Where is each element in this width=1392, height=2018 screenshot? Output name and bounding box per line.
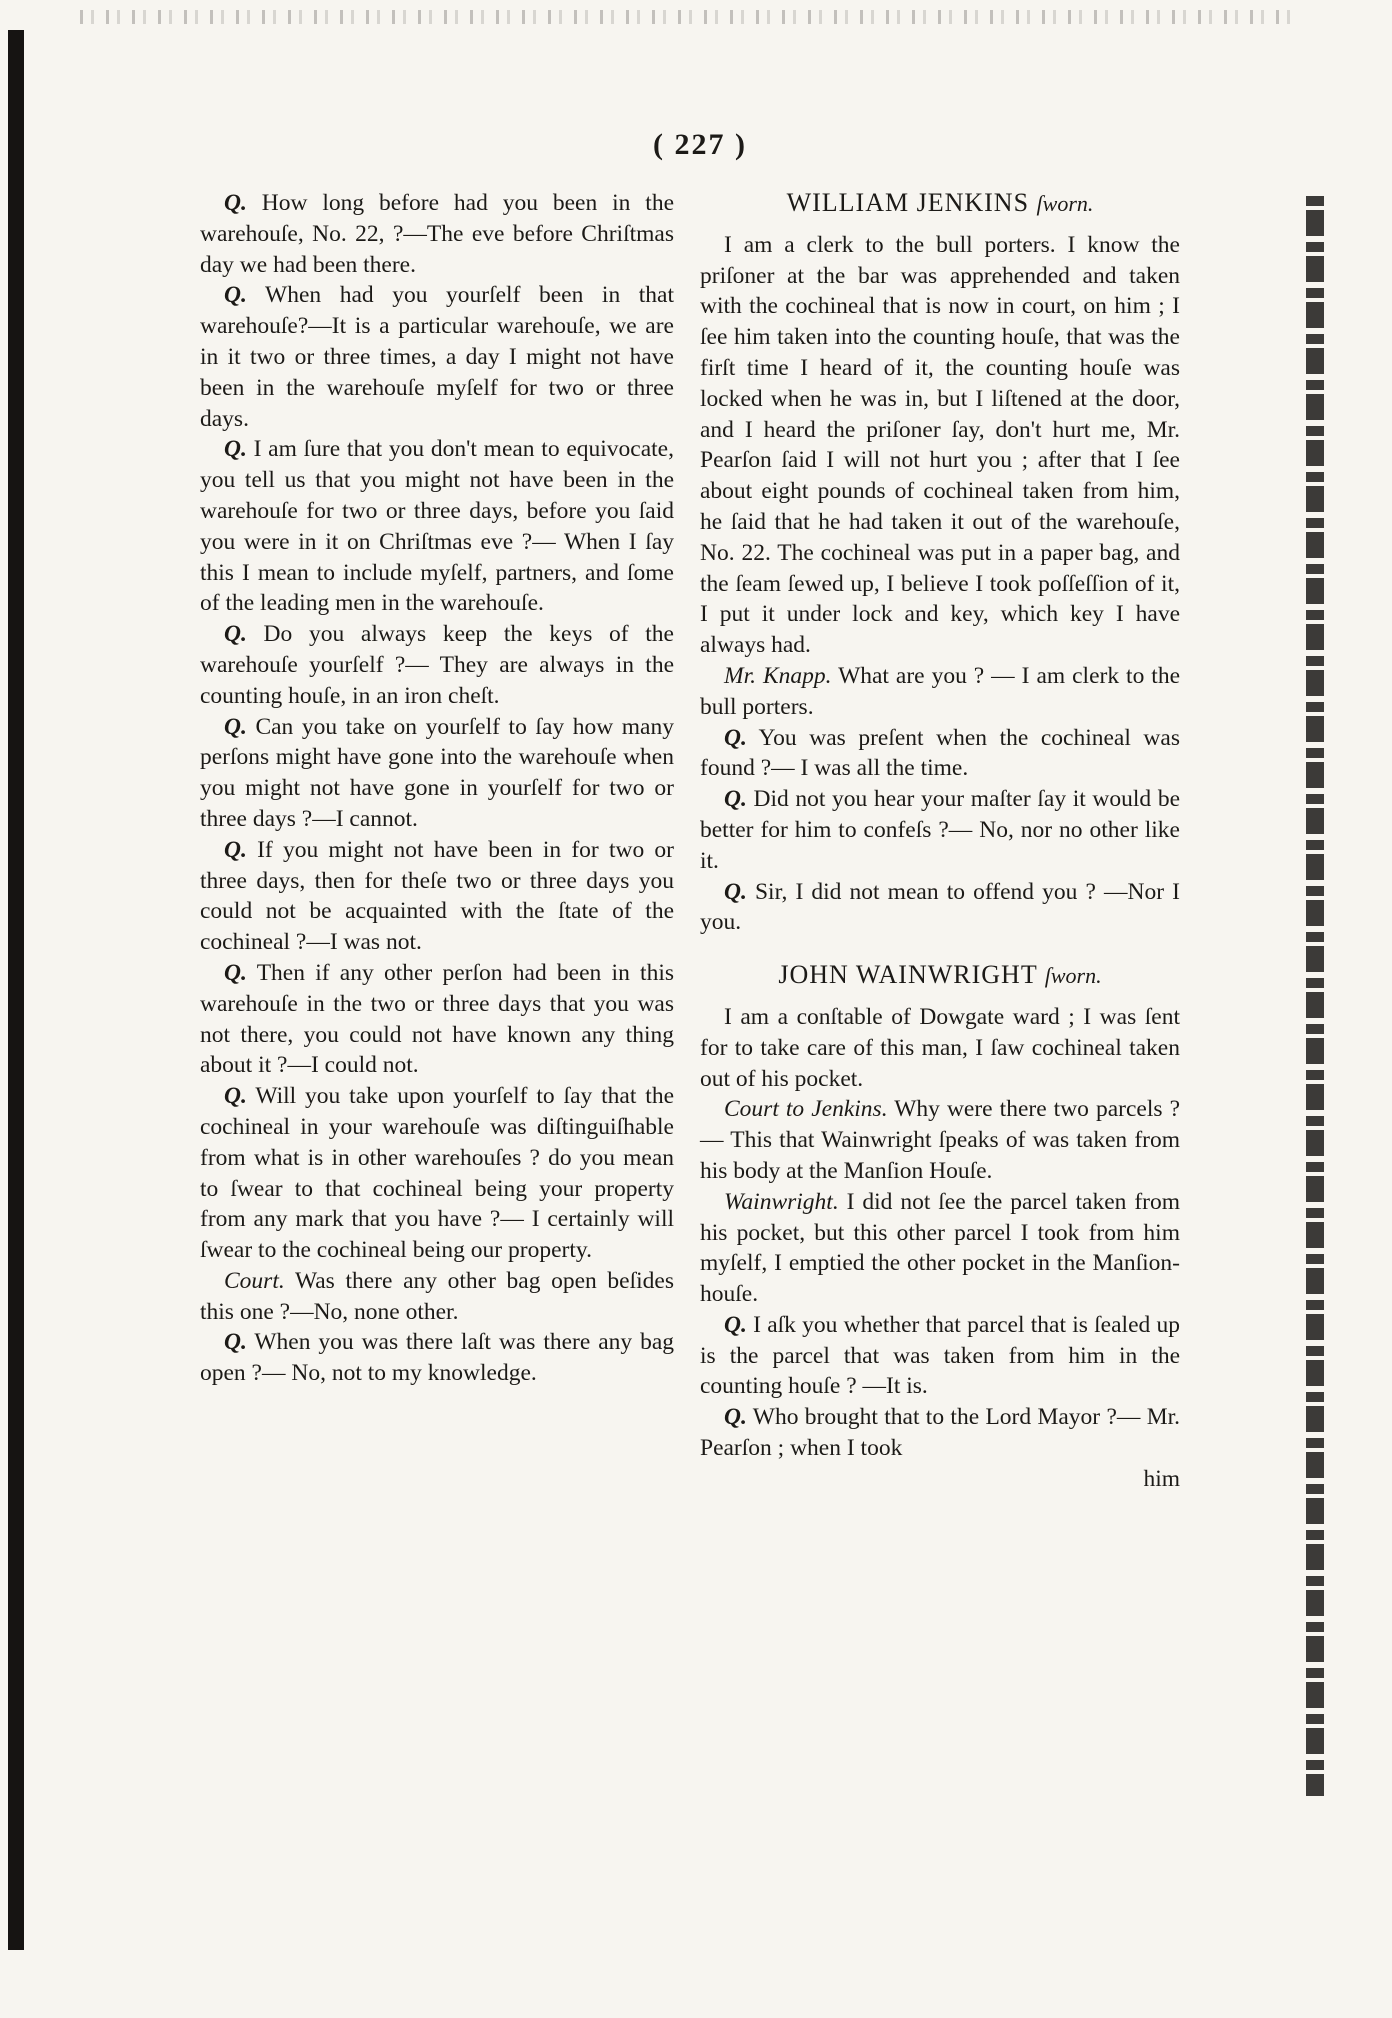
testimony-paragraph: Wainwright. I did not ſee the parcel taken from his pocket, but this other parcel I took from him myſelf, I emptied the other pocket in the Manſion-houſe. (700, 1188, 1181, 1308)
testimony-paragraph: Q. Did not you hear your maſter ſay it would be better for him to confeſs ?— No, nor no other like it. (700, 786, 1181, 874)
witness-heading: WILLIAM JENKINS ſworn. (786, 188, 1094, 217)
testimony-paragraph: Q. I am ſure that you don't mean to equivocate, you tell us that you might not have been in the warehouſe for two or three days, before you ſaid you were in it on Chriſtmas eve ?— When I ſay this I mean to include myſelf, partners, and ſome of the leading men in the warehouſe. (200, 436, 674, 617)
testimony-paragraph: Q. Do you always keep the keys of the warehouſe yourſelf ?— They are always in the counting houſe, in an iron cheſt. (200, 621, 674, 709)
page-edge-marks (1306, 196, 1324, 1796)
testimony-paragraph: Q. How long before had you been in the warehouſe, No. 22, ?—The eve before Chriſtmas day we had been there. (200, 190, 674, 278)
testimony-paragraph: Mr. Knapp. What are you ? — I am clerk to the bull porters. (700, 662, 1181, 720)
testimony-paragraph: I am a conſtable of Dowgate ward ; I was ſent for to take care of this man, I ſaw cochineal taken out of his pocket. (700, 1003, 1180, 1092)
testimony-paragraph: Q. Can you take on yourſelf to ſay how many perſons might have gone into the warehouſe when you might not have gone in yourſelf for two or three days ?—I cannot. (200, 713, 674, 832)
testimony-paragraph: I am a clerk to the bull porters. I know the priſoner at the bar was apprehended and taken with the cochineal that is now in court, on him ; I ſee him taken into the counting houſe, that was the firſt time I heard of it, the counting houſe was locked when he was in, but I liſtened at the door, and I heard the priſoner ſay, don't hurt me, Mr. Pearſon ſaid I will not hurt you ; after that I ſee about eight pounds of cochineal taken from him, he ſaid that he had taken it out of the warehouſe, No. 22. The cochineal was put in a paper bag, and the ſeam ſewed up, I believe I took poſſeſſion of it, I put it under lock and key, which key I have always had. (700, 231, 1180, 659)
left-column (200, 188, 674, 1389)
section-gap (700, 938, 1180, 960)
testimony-paragraph: Q. You was preſent when the cochineal was found ?— I was all the time. (700, 724, 1180, 782)
right-column (700, 188, 1180, 1495)
testimony-paragraph: Q. Then if any other perſon had been in this warehouſe in the two or three days that you was not there, you could not have known any thing about it ?—I could not. (200, 959, 675, 1079)
binding-spine (8, 30, 24, 1950)
testimony-paragraph: Q. When had you yourſelf been in that warehouſe?—It is a particular warehouſe, we are in it two or three times, a day I might not have been in the warehouſe myſelf for two or three days. (200, 282, 675, 432)
witness-heading: JOHN WAINWRIGHT ſworn. (778, 960, 1102, 990)
testimony-paragraph: Q. When you was there laſt was there any bag open ?— No, not to my knowledge. (200, 1329, 674, 1387)
testimony-paragraph: Q. Who brought that to the Lord Mayor ?— Mr. Pearſon ; when I took (700, 1404, 1181, 1462)
testimony-paragraph: Q. Sir, I did not mean to offend you ? —Nor I you. (700, 878, 1181, 936)
catchword: him (1143, 1465, 1180, 1492)
testimony-paragraph: Q. If you might not have been in for two or three days, then for theſe two or three days you could not be acquainted with the ſtate of the cochineal ?—I was not. (200, 836, 675, 956)
testimony-paragraph: Court. Was there any other bag open beſides this one ?—No, none other. (200, 1267, 675, 1325)
testimony-paragraph: Q. Will you take upon yourſelf to ſay that the cochineal in your warehouſe was diſtinguiſhable from what is in other warehouſes ? do you mean to ſwear to that cochineal being your property from any mark that you have ?— I certainly will ſwear to the cochineal being our property. (200, 1083, 674, 1264)
page-number: ( 227 ) (653, 128, 747, 161)
scan-noise (80, 10, 1300, 24)
testimony-paragraph: Court to Jenkins. Why were there two parcels ?— This that Wainwright ſpeaks of was taken from his body at the Manſion Houſe. (700, 1096, 1181, 1184)
testimony-paragraph: Q. I aſk you whether that parcel that is ſealed up is the parcel that was taken from him in the counting houſe ? —It is. (700, 1311, 1181, 1400)
